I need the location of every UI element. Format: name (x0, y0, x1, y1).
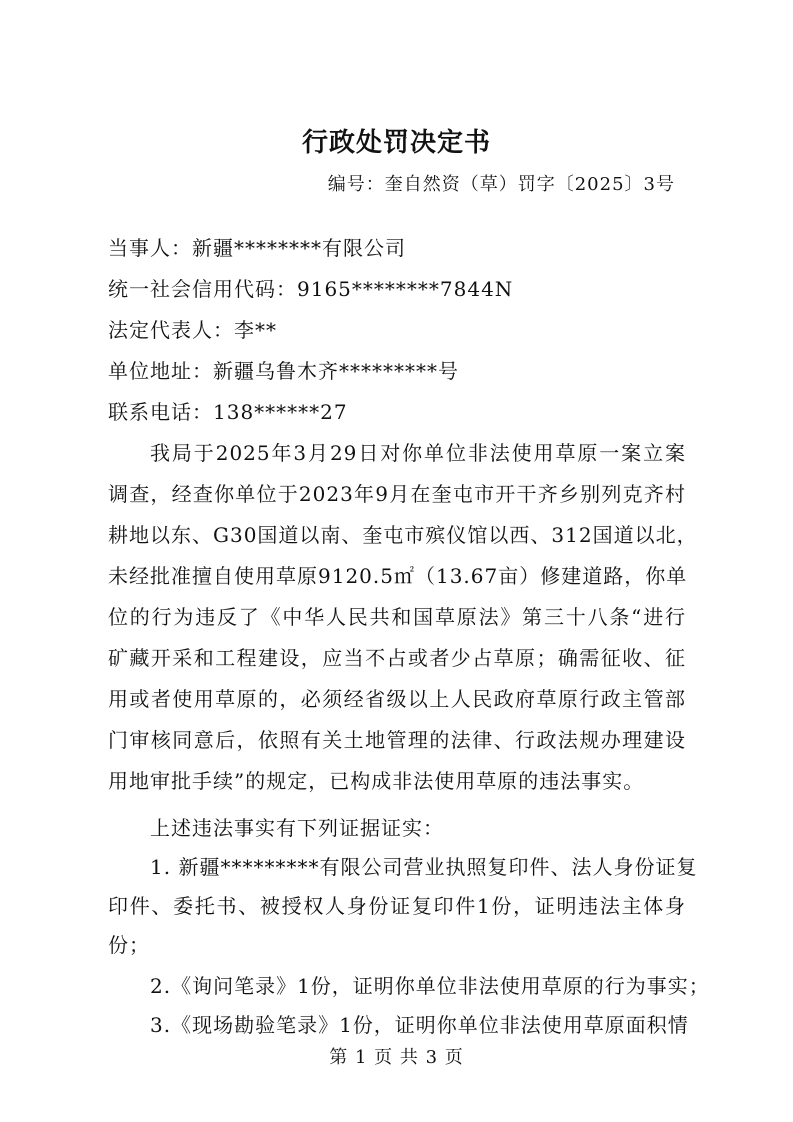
evidence-line: 印件、委托书、被授权人身份证复印件1份，证明违法主体身 (108, 894, 686, 918)
evidence-line: 3.《现场勘验笔录》1份，证明你单位非法使用草原面积情 (150, 1013, 689, 1037)
party-name: 当事人：新疆********有限公司 (108, 236, 406, 260)
paragraph-line: 门审核同意后，依照有关土地管理的法律、行政法规办理建设 (108, 728, 686, 752)
company-address: 单位地址：新疆乌鲁木齐*********号 (108, 359, 459, 383)
paragraph-line: 用地审批手续”的规定，已构成非法使用草原的违法事实。 (108, 769, 645, 793)
paragraph-line: 我局于2025年3月29日对你单位非法使用草原一案立案 (150, 441, 686, 465)
paragraph-line: 调查，经查你单位于2023年9月在奎屯市开干齐乡别列克齐村 (108, 482, 686, 506)
evidence-intro: 上述违法事实有下列证据证实： (150, 816, 444, 840)
evidence-line: 1. 新疆*********有限公司营业执照复印件、法人身份证复 (150, 855, 698, 879)
legal-representative: 法定代表人：李** (108, 318, 277, 342)
document-title: 行政处罚决定书 (301, 128, 491, 158)
evidence-line: 份； (108, 933, 150, 957)
paragraph-line: 未经批准擅自使用草原9120.5㎡（13.67亩）修建道路，你单 (108, 564, 688, 588)
document-number: 编号：奎自然资（草）罚字〔2025〕3号 (327, 174, 675, 195)
paragraph-line: 位的行为违反了《中华人民共和国草原法》第三十八条“进行 (108, 605, 686, 629)
evidence-item-2: 2.《询问笔录》1份，证明你单位非法使用草原的行为事实； (150, 974, 710, 998)
credit-code: 统一社会信用代码：9165********7844N (108, 277, 514, 301)
page-footer: 第 1 页 共 3 页 (329, 1047, 464, 1068)
paragraph-line: 耕地以东、G30国道以南、奎屯市殡仪馆以西、312国道以北， (108, 523, 698, 547)
contact-phone: 联系电话：138******27 (108, 400, 348, 424)
paragraph-line: 用或者使用草原的，必须经省级以上人民政府草原行政主管部 (108, 687, 686, 711)
paragraph-line: 矿藏开采和工程建设，应当不占或者少占草原；确需征收、征 (108, 646, 686, 670)
